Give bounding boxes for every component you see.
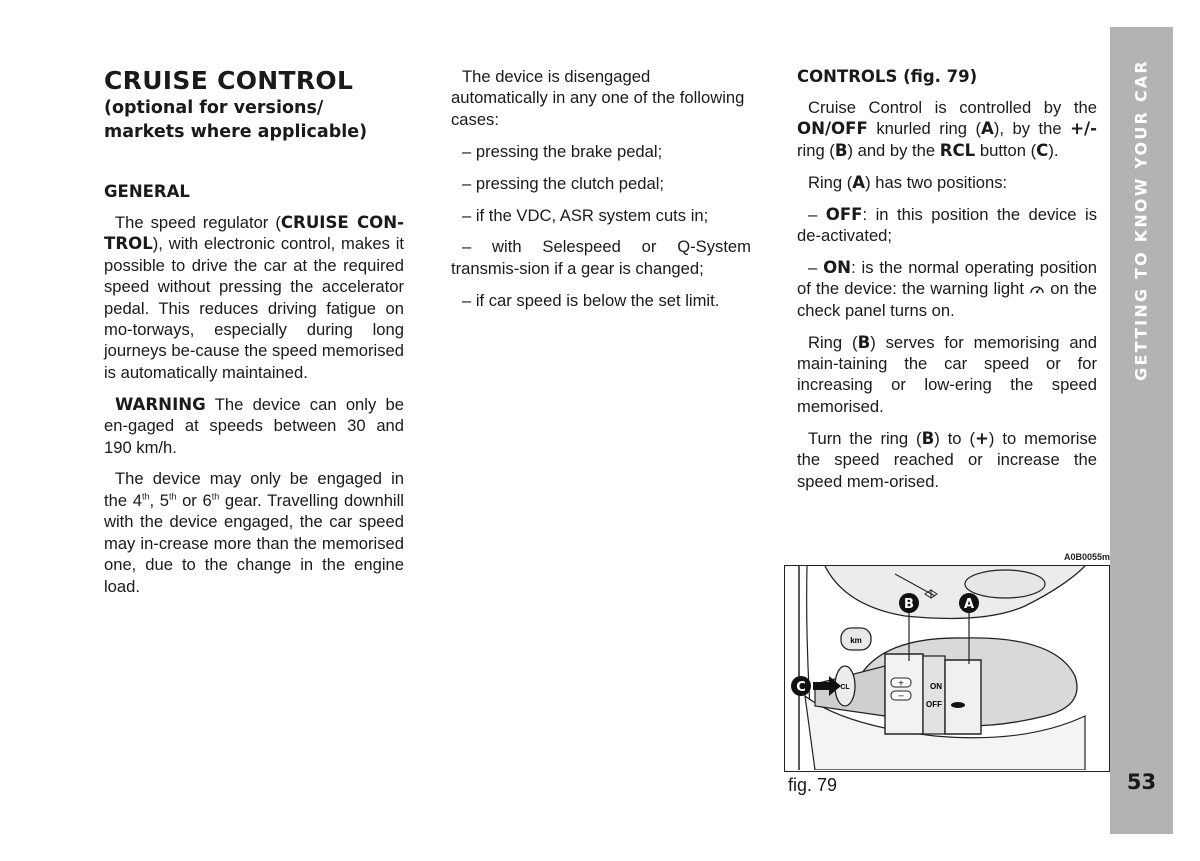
figure-caption: fig. 79 bbox=[788, 775, 838, 795]
paragraph-warning: WARNING The device can only be en-gaged at speeds between 30 and 190 km/h. bbox=[104, 394, 404, 457]
subtitle-line-2: markets where applicable) bbox=[104, 122, 368, 142]
stalk-illustration bbox=[785, 566, 1108, 770]
paragraph-general: The speed regulator (CRUISE CON-TROL), with electronic control, makes it possible to drive the car at the required speed without pressing the accelerator pedal. This reduces driving fatigue on mo-torways, especially during long journeys be-cause the speed memorised is automatically maintained. bbox=[104, 213, 405, 382]
svg-text:C: C bbox=[796, 680, 806, 695]
column-middle bbox=[451, 66, 751, 322]
section-heading-general: GENERAL bbox=[104, 182, 190, 201]
svg-text:+: + bbox=[897, 678, 905, 688]
figure-cruise-control-stalk bbox=[784, 565, 1110, 772]
page-number: 53 bbox=[1126, 770, 1157, 794]
figure-code: A0B0055m bbox=[1063, 552, 1110, 562]
paragraph-on: – ON: is the normal operating position of the device: the warning light on the check panel turns on. bbox=[797, 257, 1098, 320]
on-position-label: ON bbox=[930, 682, 942, 691]
list-item: – with Selespeed or Q-System transmis-sion if a gear is changed; bbox=[451, 237, 751, 278]
subtitle-line-1: (optional for versions/ bbox=[104, 98, 324, 118]
list-item: – pressing the clutch pedal; bbox=[462, 173, 665, 193]
callout-c bbox=[791, 676, 811, 696]
off-position-label: OFF bbox=[926, 700, 942, 709]
cruise-warning-light-icon bbox=[1029, 283, 1045, 295]
paragraph-gears: The device may only be engaged in the 4th, 5th or 6th gear. Travelling downhill with the device engaged, the car speed may in-crease more than the memorised one, due to the change in the engine load. bbox=[104, 469, 404, 596]
warning-label: WARNING bbox=[115, 394, 206, 414]
rcl-button-label: CL bbox=[840, 684, 850, 691]
column-left bbox=[104, 66, 404, 607]
paragraph-ring-a: Ring (A) has two positions: bbox=[808, 172, 1008, 192]
paragraph-controls: Cruise Control is controlled by the ON/OFF knurled ring (A), by the +/- ring (B) and by the RCL button (C). bbox=[797, 98, 1097, 160]
list-item: – if the VDC, ASR system cuts in; bbox=[462, 205, 709, 225]
list-item: – if car speed is below the set limit. bbox=[462, 290, 720, 310]
paragraph-disengage-intro: The device is disengaged automatically in any one of the following cases: bbox=[451, 67, 745, 129]
svg-text:A: A bbox=[963, 597, 975, 612]
paragraph-off: – OFF: in this position the device is de-activated; bbox=[797, 204, 1097, 246]
callout-b bbox=[899, 593, 919, 613]
paragraph-memorise: Turn the ring (B) to (+) to memorise the speed reached or increase the speed mem-orised. bbox=[797, 428, 1097, 491]
km-button-label: km bbox=[850, 636, 862, 645]
callout-a bbox=[959, 593, 979, 613]
svg-text:−: − bbox=[897, 691, 905, 701]
section-heading-controls: CONTROLS (fig. 79) bbox=[797, 67, 978, 86]
paragraph-ring-b: Ring (B) serves for memorising and main-taining the car speed or for increasing or low-ering the speed memorised. bbox=[797, 332, 1098, 416]
svg-text:B: B bbox=[904, 597, 914, 612]
chapter-label: GETTING TO KNOW YOUR CAR bbox=[1131, 59, 1151, 381]
page-title: CRUISE CONTROL bbox=[104, 66, 354, 95]
list-item: – pressing the brake pedal; bbox=[462, 141, 663, 161]
column-right bbox=[797, 66, 1097, 503]
